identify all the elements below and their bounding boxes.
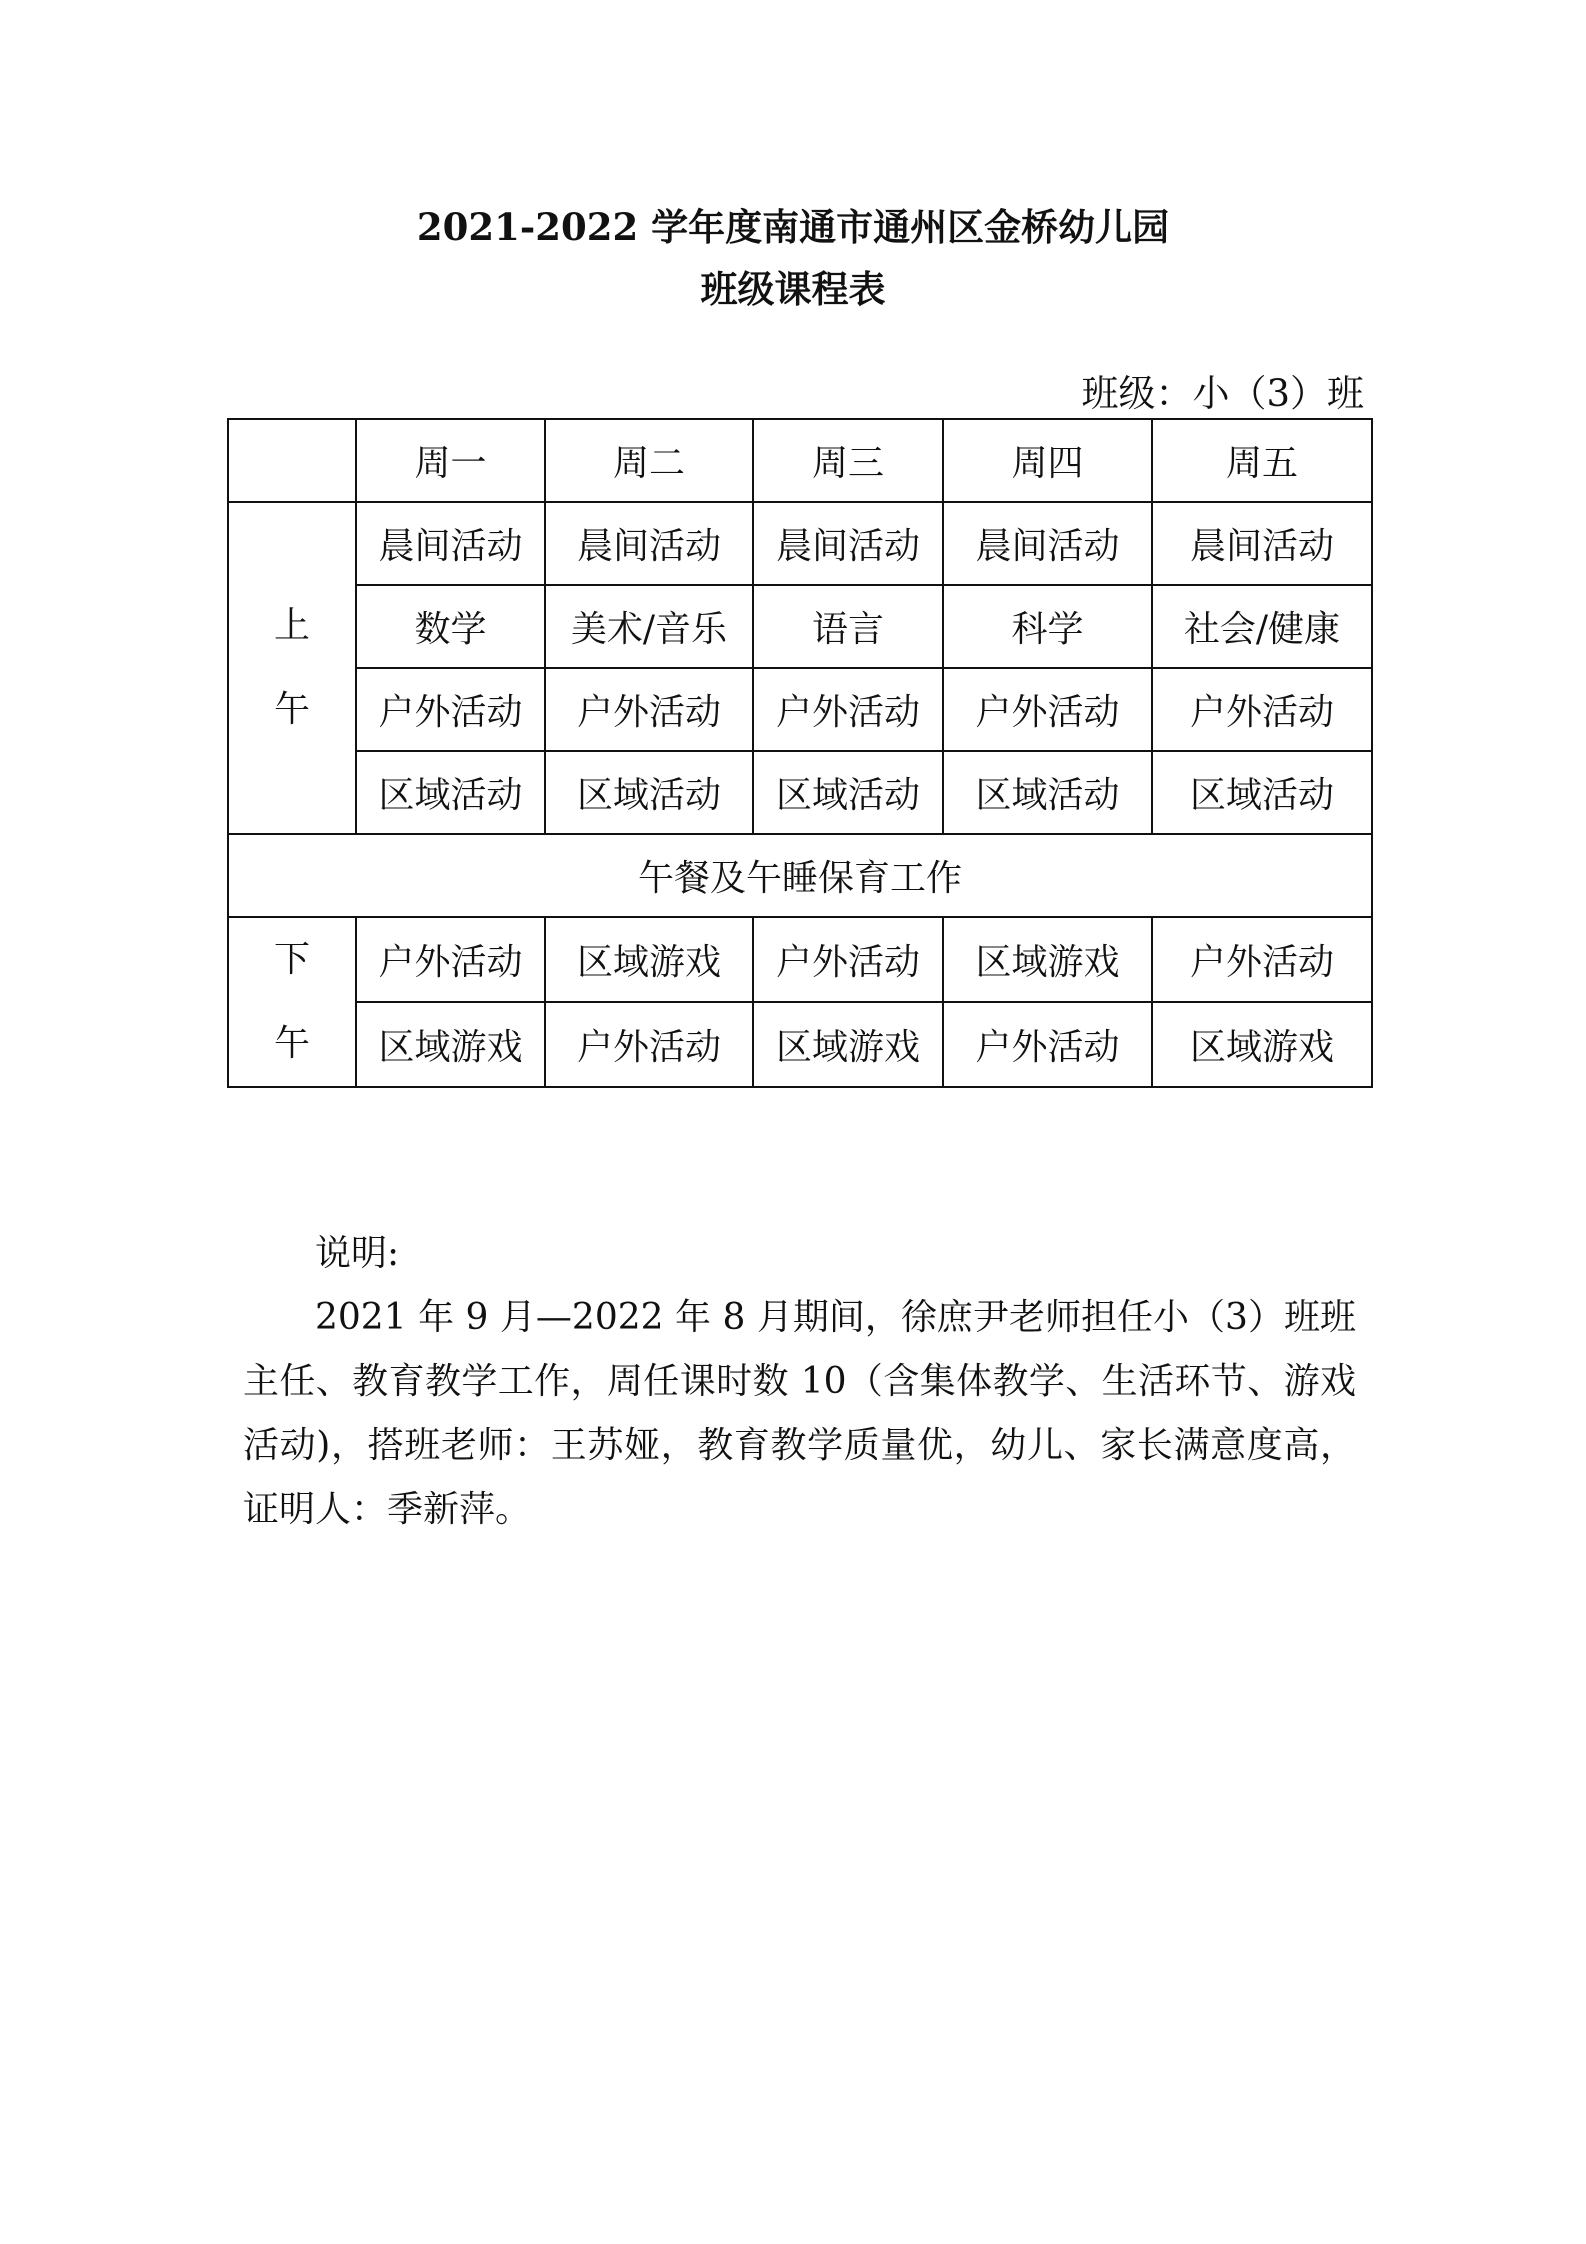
table-cell: 区域活动 xyxy=(545,751,753,834)
morning-label-char: 上 xyxy=(273,605,310,646)
table-cell: 户外活动 xyxy=(753,917,943,1002)
table-cell: 户外活动 xyxy=(545,1002,753,1087)
notes-title: 说明: xyxy=(315,1233,400,1274)
table-cell: 区域游戏 xyxy=(943,917,1152,1002)
table-cell: 晨间活动 xyxy=(545,502,753,585)
table-header-row xyxy=(228,419,1372,502)
table-cell: 户外活动 xyxy=(943,668,1152,751)
table-cell: 美术/音乐 xyxy=(545,585,753,668)
notes-body: 2021 年 9 月—2022 年 8 月期间，徐庶尹老师担任小（3）班班主任、教育教学工作，周任课时数 10（含集体教学、生活环节、游戏活动)，搭班老师：王苏娅，教育教学质量优，幼儿、家长满意度高，证明人：季新萍。 xyxy=(243,1297,1356,1530)
header-cell-tuesday: 周二 xyxy=(545,419,753,502)
morning-label-char: 午 xyxy=(273,689,310,730)
table-cell: 科学 xyxy=(943,585,1152,668)
table-cell: 晨间活动 xyxy=(943,502,1152,585)
table-row xyxy=(228,917,1372,1002)
table-row xyxy=(228,668,1372,751)
table-cell: 晨间活动 xyxy=(753,502,943,585)
title-line-2: 班级课程表 xyxy=(700,267,886,311)
table-cell: 区域游戏 xyxy=(753,1002,943,1087)
table-cell: 语言 xyxy=(753,585,943,668)
table-cell: 区域游戏 xyxy=(356,1002,545,1087)
table-cell: 户外活动 xyxy=(356,917,545,1002)
header-cell-wednesday: 周三 xyxy=(753,419,943,502)
schedule-table xyxy=(227,418,1373,1088)
class-label: 班级：小（3）班 xyxy=(1081,372,1364,415)
table-cell: 区域活动 xyxy=(356,751,545,834)
afternoon-label-char: 午 xyxy=(273,1023,310,1064)
table-row xyxy=(228,502,1372,585)
morning-label xyxy=(228,502,356,834)
table-row xyxy=(228,1002,1372,1087)
header-cell-friday: 周五 xyxy=(1152,419,1372,502)
lunch-cell: 午餐及午睡保育工作 xyxy=(228,834,1372,917)
title-line-1: 2021-2022 学年度南通市通州区金桥幼儿园 xyxy=(416,205,1170,249)
table-cell: 区域游戏 xyxy=(545,917,753,1002)
afternoon-label-char: 下 xyxy=(273,939,310,980)
lunch-row xyxy=(228,834,1372,917)
table-cell: 户外活动 xyxy=(943,1002,1152,1087)
header-cell-corner xyxy=(228,419,356,502)
table-cell: 区域活动 xyxy=(943,751,1152,834)
afternoon-label xyxy=(228,917,356,1087)
table-cell: 户外活动 xyxy=(545,668,753,751)
table-cell: 区域活动 xyxy=(1152,751,1372,834)
table-cell: 区域活动 xyxy=(753,751,943,834)
table-cell: 户外活动 xyxy=(356,668,545,751)
table-row xyxy=(228,585,1372,668)
header-cell-monday: 周一 xyxy=(356,419,545,502)
table-cell: 晨间活动 xyxy=(1152,502,1372,585)
table-cell: 区域游戏 xyxy=(1152,1002,1372,1087)
table-cell: 户外活动 xyxy=(753,668,943,751)
document-title xyxy=(0,196,1586,320)
notes-section xyxy=(243,1222,1356,1542)
header-cell-thursday: 周四 xyxy=(943,419,1152,502)
table-cell: 数学 xyxy=(356,585,545,668)
table-cell: 户外活动 xyxy=(1152,668,1372,751)
table-cell: 社会/健康 xyxy=(1152,585,1372,668)
table-cell: 晨间活动 xyxy=(356,502,545,585)
table-row xyxy=(228,751,1372,834)
table-cell: 户外活动 xyxy=(1152,917,1372,1002)
